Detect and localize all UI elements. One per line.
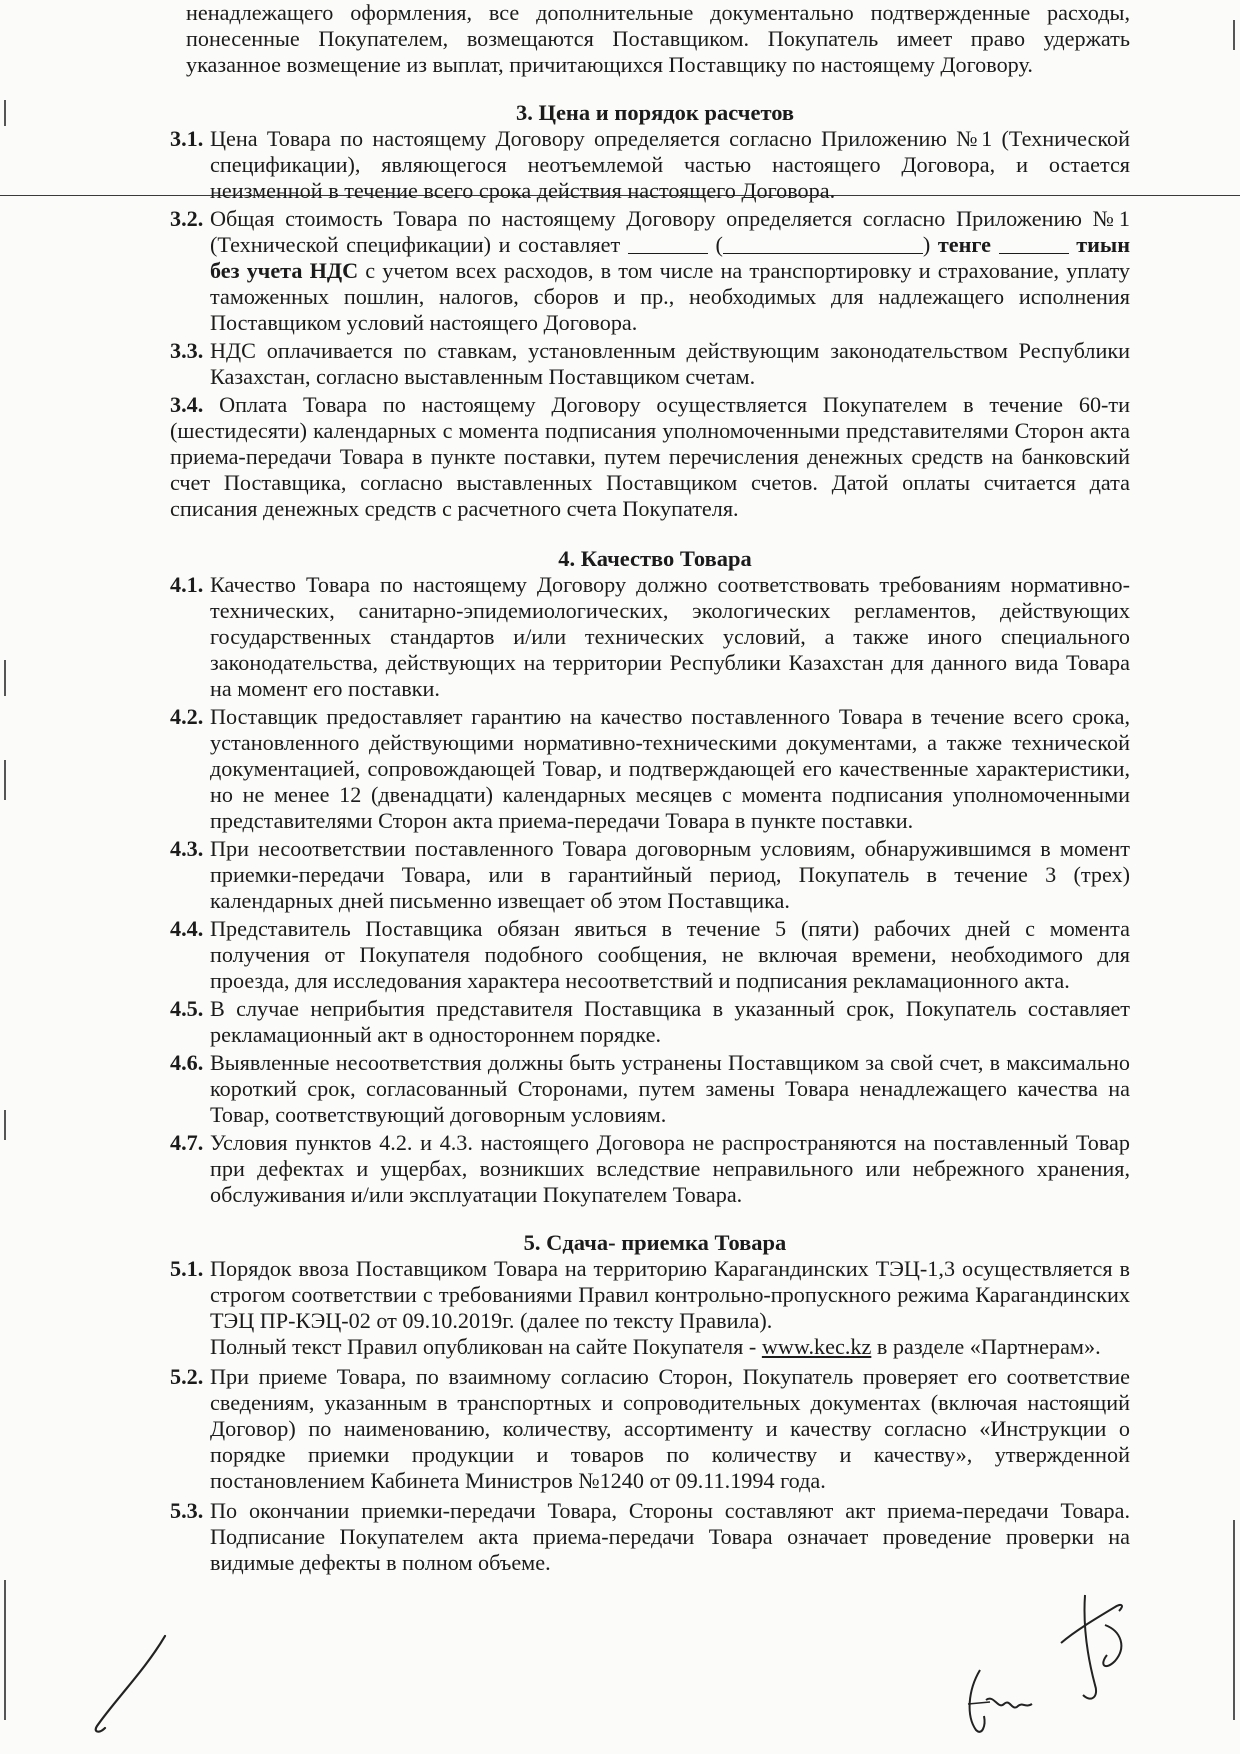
- clause-text: Представитель Поставщика обязан явиться в течение 5 (пяти) рабочих дней с момента получения от Покупателя подобного сообщения, не включая времени, необходимого для проезда, для исследования характера несоответствий и подписания рекламационного акта.: [210, 916, 1130, 993]
- clause-text: [210, 206, 1130, 336]
- tenge-label: тенге: [937, 232, 992, 257]
- clause-5-3: [170, 1498, 1130, 1576]
- tiyn-blank: [999, 233, 1069, 254]
- clause-number: 4.7.: [170, 1130, 204, 1155]
- clause-text: При несоответствии поставленного Товара договорным условиям, обнаружившимся в момент приемки-передачи Товара, или в гарантийный период, Покупатель в течение 3 (трех) календарных дней письменно извещает об этом Поставщика.: [210, 836, 1130, 913]
- amount-words-blank: [723, 233, 923, 254]
- signature-initials-right: [1055, 1585, 1135, 1715]
- clause-3-2-text-a: Общая стоимость Товара по настоящему Договору определяется согласно Приложению №1 (Технической спецификации) и составляет: [210, 206, 1130, 257]
- clause-4-3: [170, 836, 1130, 914]
- clause-number: 4.2.: [170, 704, 204, 729]
- clause-4-5: [170, 996, 1130, 1048]
- clause-number: 4.6.: [170, 1050, 204, 1075]
- clause-text: При приеме Товара, по взаимному согласию Сторон, Покупатель проверяет его соответствие сведениям, указанным в транспортных и сопроводительных документах (включая настоящий Договор) по наименованию, количеству, ассортименту и качеству согласно «Инструкции о порядке приемки продукции и товаров по количеству и качеству», утвержденной постановлением Кабинета Министров №1240 от 09.11.1994 года.: [210, 1364, 1130, 1493]
- clause-text: [210, 1256, 1130, 1360]
- clause-3-2: [170, 206, 1131, 336]
- amount-blank: [628, 233, 708, 254]
- clause-5-1: [170, 1256, 1130, 1360]
- clause-text: По окончании приемки-передачи Товара, Стороны составляют акт приема-передачи Товара. Подписание Покупателем акта приема-передачи Товара означает проведение проверки на видимые дефекты в полном объеме.: [210, 1498, 1130, 1575]
- clause-4-4: [170, 916, 1130, 994]
- clause-number: 3.1.: [170, 126, 204, 151]
- signature-bottom-right: [960, 1660, 1040, 1740]
- intro-paragraph: ненадлежащего оформления, все дополнительные документально подтвержденные расходы, понесенные Покупателем, возмещаются Поставщиком. Покупатель имеет право удержать указанное возмещение из выплат, причитающихся Поставщику по настоящему Договору.: [186, 0, 1130, 77]
- clause-4-2: [170, 704, 1130, 834]
- document-body: [170, 0, 1131, 1576]
- clause-number: 4.3.: [170, 836, 204, 861]
- section-5-title: 5. Сдача- приемка Товара: [523, 1230, 787, 1255]
- scan-mark: [4, 760, 6, 800]
- clause-text: В случае неприбытия представителя Поставщика в указанный срок, Покупатель составляет рекламационный акт в одностороннем порядке.: [210, 996, 1130, 1047]
- website-link[interactable]: www.kec.kz: [761, 1334, 872, 1359]
- clause-number: 3.2.: [170, 206, 204, 231]
- scan-mark: [4, 1580, 6, 1720]
- clause-5-1-text-c: в разделе «Партнерам».: [876, 1334, 1101, 1359]
- clause-text: Условия пунктов 4.2. и 4.3. настоящего Договора не распространяются на поставленный Товар при дефектах и ущербах, возникших вследствие неправильного или небрежного хранения, обслуживания и/или эксплуатации Покупателем Товара.: [210, 1130, 1130, 1207]
- clause-text: НДС оплачивается по ставкам, установленным действующим законодательством Республики Казахстан, согласно выставленным Поставщиком счетам.: [210, 338, 1130, 389]
- clause-text: Поставщик предоставляет гарантию на качество поставленного Товара в течение всего срока, установленного действующими нормативно-техническими документами, а также технической документацией, сопровождающей Товар, и подтверждающей его качественные характеристики, но не менее 12 (двенадцати) календарных месяцев с момента подписания уполномоченными представителями Сторон акта приема-передачи Товара в пункте поставки.: [210, 704, 1130, 833]
- clause-4-1: [170, 572, 1130, 702]
- scan-mark: [1233, 20, 1235, 50]
- paren-close: ): [922, 232, 931, 257]
- clause-text: Качество Товара по настоящему Договору должно соответствовать требованиям нормативно-технических, санитарно-эпидемиологических, экологических регламентов, действующих государственных стандартов и/или технических условий, а также иного специального законодательства, действующих на территории Республики Казахстан для данного вида Товара на момент его поставки.: [210, 572, 1130, 701]
- clause-number: 4.5.: [170, 996, 204, 1021]
- scan-mark: [4, 1110, 6, 1140]
- section-3-title: 3. Цена и порядок расчетов: [515, 100, 795, 125]
- clause-5-1-text-a: Порядок ввоза Поставщиком Товара на территорию Карагандинских ТЭЦ-1,3 осуществляется в строгом соответствии с требованиями Правил контрольно-пропускного режима Карагандинских ТЭЦ ПР-КЭЦ-02 от 09.10.2019г. (далее по тексту Правила).: [210, 1256, 1130, 1333]
- clause-5-2: [170, 1364, 1130, 1494]
- clause-text: Оплата Товара по настоящему Договору осуществляется Покупателем в течение 60-ти (шестидесяти) календарных с момента подписания уполномоченными представителями Сторон акта приема-передачи Товара в пункте поставки, путем перечисления денежных средств на банковский счет Поставщика, согласно выставленных Поставщиком счетов. Датой оплаты считается дата списания денежных средств с расчетного счета Покупателя.: [170, 392, 1130, 521]
- scan-mark: [1233, 1520, 1235, 1720]
- clause-3-1: [170, 126, 1130, 204]
- clause-number: 5.3.: [170, 1498, 204, 1523]
- scan-mark: [4, 100, 6, 126]
- clause-text: Выявленные несоответствия должны быть устранены Поставщиком за свой счет, в максимально короткий срок, согласованный Сторонами, путем замены Товара ненадлежащего качества на Товар, соответствующий договорным условиям.: [210, 1050, 1130, 1127]
- handwritten-stroke-left: [85, 1630, 175, 1740]
- section-4-title: 4. Качество Товара: [558, 546, 752, 571]
- clause-4-6: [170, 1050, 1130, 1128]
- clause-3-2-text-b: с учетом всех расходов, в том числе на транспортировку и страхование, уплату таможенных пошлин, налогов, сборов и пр., необходимых для надлежащего исполнения Поставщиком условий настоящего Договора.: [210, 258, 1130, 335]
- section-4-clauses: [170, 572, 1130, 1208]
- clause-number: 4.4.: [170, 916, 204, 941]
- paren-open: (: [715, 232, 723, 257]
- clause-number: 5.2.: [170, 1364, 204, 1389]
- clause-3-3: [170, 338, 1130, 390]
- clause-5-1-text-b: Полный текст Правил опубликован на сайте Покупателя -: [210, 1334, 757, 1359]
- clause-text: Цена Товара по настоящему Договору определяется согласно Приложению №1 (Технической спецификации), являющегося неотъемлемой частью настоящего Договора, и остается неизменной в течение всего срока действия настоящего Договора.: [210, 126, 1130, 203]
- clause-number: 3.4.: [170, 392, 204, 417]
- clause-number: 3.3.: [170, 338, 204, 363]
- clause-3-4: [170, 392, 1130, 522]
- tiyn-label: тиын без учета НДС: [210, 232, 1131, 283]
- clause-number: 5.1.: [170, 1256, 204, 1281]
- scan-mark: [4, 660, 6, 696]
- clause-4-7: [170, 1130, 1130, 1208]
- clause-number: 4.1.: [170, 572, 204, 597]
